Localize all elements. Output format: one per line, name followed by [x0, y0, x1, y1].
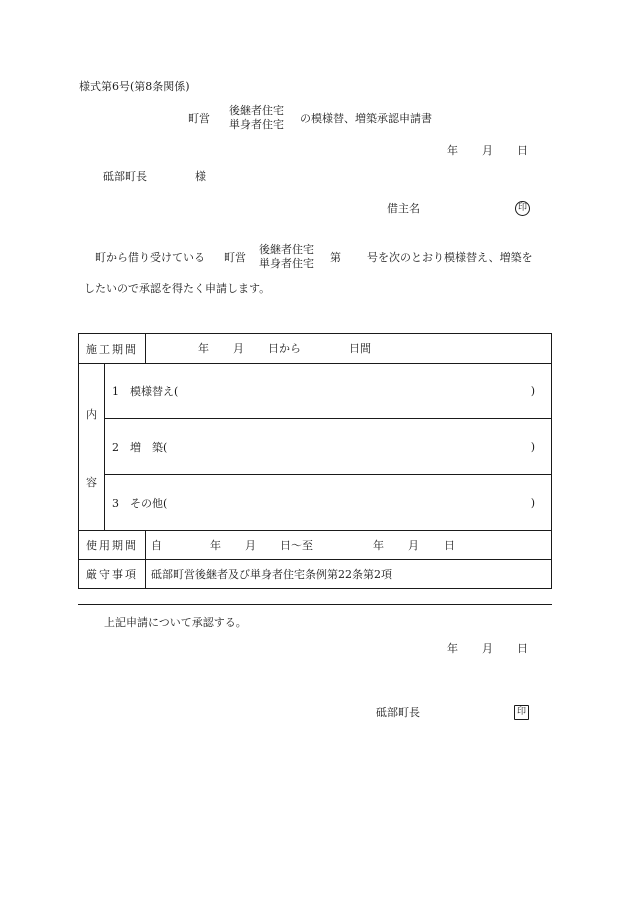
contents-row-1: [79, 364, 552, 419]
cp-year: 年: [198, 342, 209, 355]
contents-item-other-close: ): [530, 496, 535, 509]
construction-period-field[interactable]: [146, 334, 552, 364]
compliance-row: [79, 560, 552, 589]
body-text-d: 号を次のとおり模様替え、増築を: [367, 251, 533, 264]
contents-item-extension[interactable]: [105, 419, 552, 475]
approval-month: 月: [482, 642, 493, 655]
cp-month: 月: [233, 342, 244, 355]
up-year-1: 年: [210, 539, 221, 552]
application-table: [78, 333, 552, 589]
addressee-honorific: 様: [195, 170, 206, 183]
body-option-successor: 後継者住宅: [259, 243, 314, 256]
section-divider: [78, 604, 552, 605]
official-seal-icon: 印: [514, 705, 529, 720]
borrower-label: 借主名: [387, 202, 420, 215]
title-prefix: 町営: [188, 112, 210, 125]
date-year: 年: [447, 144, 458, 157]
construction-period-label: 施工期間: [79, 334, 146, 364]
body-text-c: 第: [330, 251, 341, 264]
contents-item-remodel[interactable]: [105, 364, 552, 419]
contents-item-extension-close: ): [530, 440, 535, 453]
use-period-field[interactable]: [146, 531, 552, 560]
compliance-value: 砥部町営後継者及び単身者住宅条例第22条第2項: [151, 568, 392, 581]
construction-period-row: [79, 334, 552, 364]
up-day-2: 日: [444, 539, 455, 552]
contents-label-2: 容: [86, 476, 97, 489]
compliance-field: [146, 560, 552, 589]
contents-item-other[interactable]: [105, 475, 552, 531]
body-text-b: 町営: [224, 251, 246, 264]
title-suffix: の模様替、増築承認申請書: [300, 112, 432, 125]
approval-day: 日: [517, 642, 528, 655]
title-option-single: 単身者住宅: [229, 118, 284, 131]
title-options: [229, 104, 284, 132]
contents-label-1: 内: [86, 408, 97, 421]
body-option-single: 単身者住宅: [259, 257, 314, 270]
up-day-to: 日～至: [280, 539, 313, 552]
body-text-line2: したいので承認を得たく申請します。: [84, 282, 271, 295]
approval-year: 年: [447, 642, 458, 655]
up-year-2: 年: [373, 539, 384, 552]
approval-signer: 砥部町長: [376, 706, 420, 719]
contents-row-3: [79, 475, 552, 531]
body-text-a: 町から借り受けている: [95, 251, 205, 264]
use-period-row: [79, 531, 552, 560]
form-number: 様式第6号(第8条関係): [79, 80, 190, 93]
approval-text: 上記申請について承認する。: [104, 616, 247, 629]
up-month-2: 月: [408, 539, 419, 552]
date-month: 月: [482, 144, 493, 157]
title-option-successor: 後継者住宅: [229, 104, 284, 117]
cp-days: 日間: [349, 342, 371, 355]
addressee-name: 砥部町長: [103, 170, 147, 183]
up-from: 自: [151, 539, 162, 552]
contents-item-remodel-close: ): [530, 384, 535, 398]
contents-label: [79, 364, 105, 531]
compliance-label: 厳守事項: [79, 560, 146, 589]
contents-item-remodel-text: 1 模様替え(: [112, 385, 179, 398]
contents-row-2: [79, 419, 552, 475]
contents-item-other-text: 3 その他(: [112, 496, 168, 510]
use-period-label: 使用期間: [79, 531, 146, 560]
up-month-1: 月: [245, 539, 256, 552]
cp-day-from: 日から: [268, 342, 301, 355]
contents-item-extension-text: 2 増 築(: [112, 440, 168, 454]
body-options: [259, 243, 314, 271]
date-day: 日: [517, 144, 528, 157]
seal-icon: 印: [515, 201, 530, 216]
